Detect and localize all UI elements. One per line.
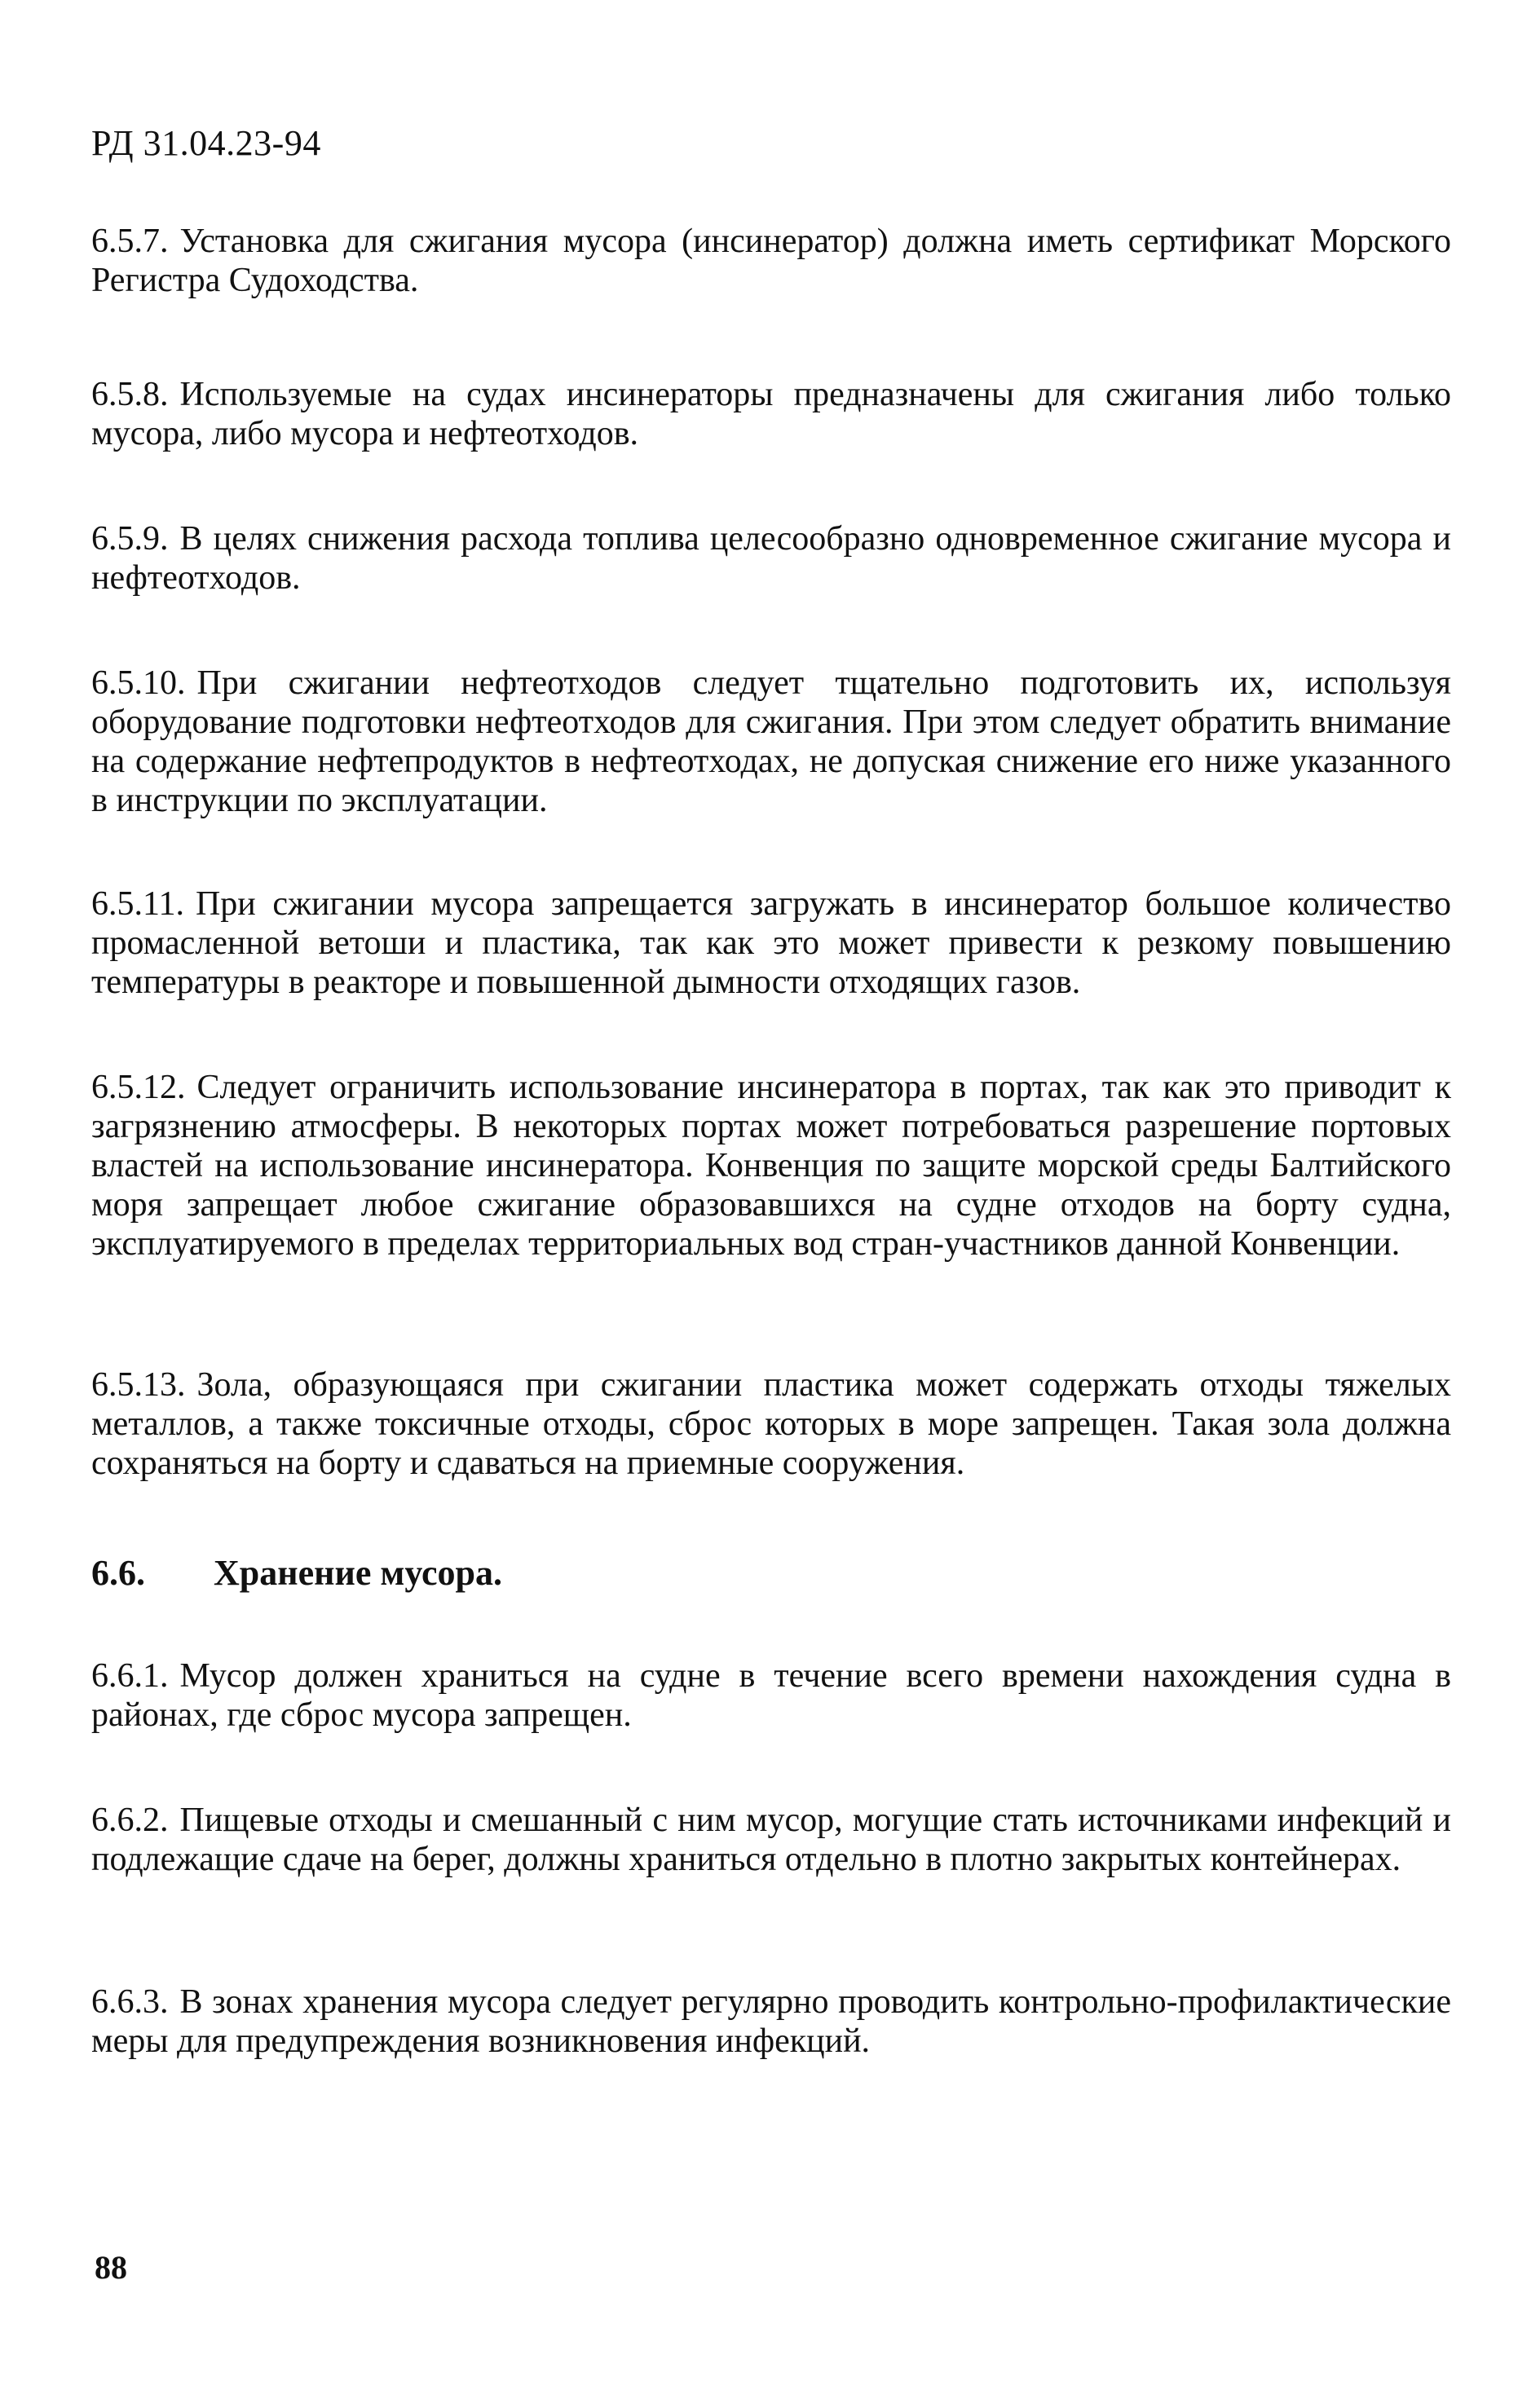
paragraph-6-5-11 (91, 884, 1451, 1002)
page-number: 88 (95, 2249, 127, 2286)
paragraph-text: В зонах хранения мусора следует регулярно проводить контрольно-профилактические меры для предупреждения возникновения инфекций. (91, 1983, 1451, 2060)
paragraph-number: 6.5.12. (91, 1069, 186, 1106)
paragraph-text: Пищевые отходы и смешанный с ним мусор, могущие стать источниками инфекций и подлежащие сдаче на берег, должны храниться отдельно в плотно закрытых контейнерах. (91, 1802, 1451, 1878)
paragraph-text: Установка для сжигания мусора (инсинератор) должна иметь сертификат Морского Регистра Судоходства. (91, 223, 1451, 299)
paragraph-number: 6.6.2. (91, 1802, 169, 1839)
section-heading (91, 1552, 502, 1594)
paragraph-number: 6.6.3. (91, 1983, 169, 2021)
paragraph-6-6-2 (91, 1801, 1451, 1879)
paragraph-6-6-3 (91, 1982, 1451, 2061)
paragraph-6-5-7 (91, 222, 1451, 300)
paragraph-6-6-1 (91, 1656, 1451, 1735)
paragraph-number: 6.5.9. (91, 520, 169, 558)
document-header: РД 31.04.23-94 (91, 123, 321, 163)
paragraph-6-5-12 (91, 1068, 1451, 1264)
paragraph-text: При сжигании мусора запрещается загружать в инсинератор большое количество промасленной ветоши и пластика, так как это может привести к резкому повышению температуры в реакторе и повышенной дымности отходящих газов. (91, 885, 1451, 1001)
paragraph-number: 6.5.7. (91, 223, 169, 260)
section-number: 6.6. (91, 1553, 145, 1593)
paragraph-6-5-9 (91, 519, 1451, 598)
paragraph-text: Используемые на судах инсинераторы предназначены для сжигания либо только мусора, либо мусора и нефтеотходов. (91, 376, 1451, 452)
paragraph-number: 6.6.1. (91, 1657, 169, 1695)
paragraph-number: 6.5.11. (91, 885, 184, 923)
paragraph-number: 6.5.13. (91, 1366, 186, 1404)
paragraph-number: 6.5.8. (91, 376, 169, 413)
paragraph-text: При сжигании нефтеотходов следует тщательно подготовить их, используя оборудование подготовки нефтеотходов для сжигания. При этом следует обратить внимание на содержание нефтепродуктов в нефтеотходах, не допуская снижение его ниже указанного в инструкции по эксплуатации. (91, 664, 1451, 819)
paragraph-number: 6.5.10. (91, 664, 186, 702)
section-title: Хранение мусора. (214, 1553, 502, 1593)
paragraph-6-5-10 (91, 664, 1451, 820)
paragraph-text: Следует ограничить использование инсинератора в портах, так как это приводит к загрязнению атмосферы. В некоторых портах может потребоваться разрешение портовых властей на использование инсинератора. Конвенция по защите морской среды Балтийского моря запрещает любое сжигание образовавшихся на судне отходов на борту судна, эксплуатируемого в пределах территориальных вод стран-участников данной Конвенции. (91, 1069, 1451, 1263)
paragraph-6-5-13 (91, 1365, 1451, 1483)
paragraph-6-5-8 (91, 375, 1451, 453)
paragraph-text: В целях снижения расхода топлива целесообразно одновременное сжигание мусора и нефтеотходов. (91, 520, 1451, 597)
paragraph-text: Мусор должен храниться на судне в течение всего времени нахождения судна в районах, где сброс мусора запрещен. (91, 1657, 1451, 1734)
paragraph-text: Зола, образующаяся при сжигании пластика может содержать отходы тяжелых металлов, а также токсичные отходы, сброс которых в море запрещен. Такая зола должна сохраняться на борту и сдаваться на приемные сооружения. (91, 1366, 1451, 1482)
